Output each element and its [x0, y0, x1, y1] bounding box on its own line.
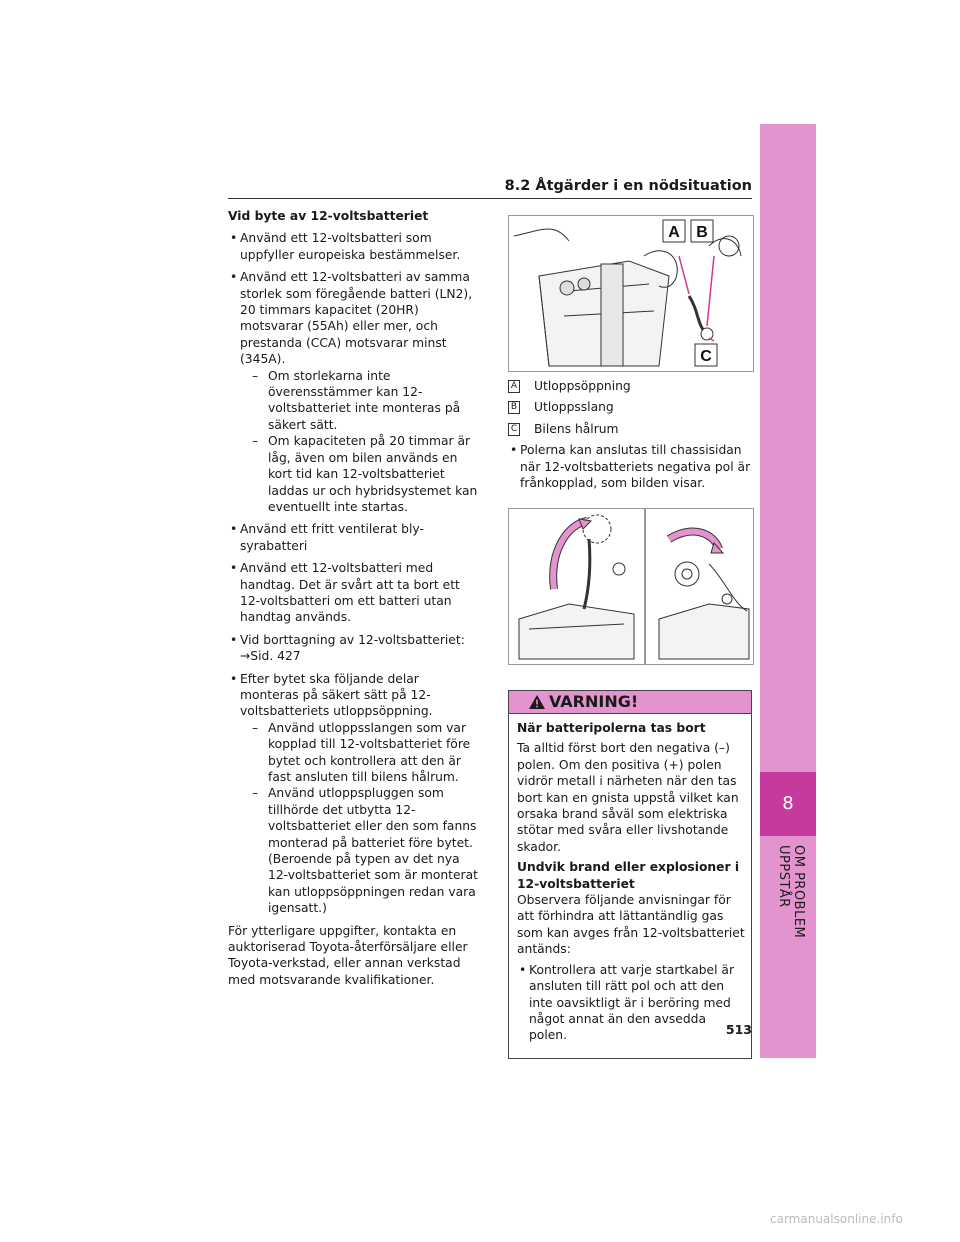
sub-item-text: Använd utloppsslangen som var kopplad till 12-voltsbatteriet före bytet och kontrollera att den är fast ansluten till bilens hålrum. [268, 720, 471, 784]
warning-subheading: När batteripolerna tas bort [517, 721, 706, 735]
header-rule [228, 198, 752, 199]
warning-bullet: • Kontrollera att varje startkabel är ansluten till rätt pol och att den inte oavsiktligt är i beröring med något annat än den avsedda polen. [517, 962, 745, 1044]
sub-item: – Om storlekarna inte överensstämmer kan 12-voltsbatteriet inte monteras på säkert sätt. [252, 368, 461, 432]
bullet-item-page-reference[interactable]: • Vid borttagning av 12-voltsbatteriet: →Sid. 427 [228, 632, 478, 665]
page-number: 513 [725, 1022, 752, 1037]
legend-key: B [508, 401, 520, 414]
sub-item-text: Om kapaciteten på 20 timmar är låg, även om bilen används en kort tid kan 12-voltsbatteriet laddas ur och hybridsystemet kan eventuellt inte startas. [268, 434, 478, 514]
warning-box [508, 690, 752, 1059]
sub-item-text: Om storlekarna inte överensstämmer kan 12-voltsbatteriet inte monteras på säkert sätt. [268, 368, 461, 432]
callout-c: C [700, 348, 712, 365]
section-title: Vid byte av 12-voltsbatteriet [228, 209, 429, 223]
bullet-text: Använd ett 12-voltsbatteri av samma storlek som föregående batteri (LN2), 20 timmars kapacitet (20HR) motsvarar (55Ah) eller mer, och prestanda (CCA) motsvarar minst (345A). [240, 270, 473, 367]
chapter-number: 8 [760, 772, 816, 836]
bullet-item: • Använd ett fritt ventilerat bly-syrabatteri [228, 521, 478, 554]
watermark: carmanualsonline.info [770, 1212, 903, 1226]
bullet-text: Efter bytet ska följande delar monteras på säkert sätt på 12-voltsbatteriets utloppsöppning. [240, 671, 433, 719]
warning-paragraph: Ta alltid först bort den negativa (–) polen. Om den positiva (+) polen vidrör metall i närheten när den tas bort kan en gnista uppstå vilket kan orsaka brand såväl som elektriska stötar med svåra eller livshotande skador. [517, 741, 739, 854]
bullet-item [228, 671, 478, 917]
sub-item: – Om kapaciteten på 20 timmar är låg, även om bilen används en kort tid kan 12-voltsbatteriet laddas ur och hybridsystemet kan eventuellt inte startas. [252, 434, 478, 514]
legend-text: Utloppsöppning [534, 379, 631, 393]
warning-header [509, 691, 751, 714]
battery-outlet-illustration [508, 215, 754, 372]
sub-item-text: Använd utloppspluggen som tillhörde det utbytta 12-voltsbatteriet eller den som fanns monterad på batteriet före bytet. (Beroende på typen av det nya 12-voltsbatteriet som är monterat kan utloppsöppningen redan vara igensatt.) [268, 786, 478, 916]
figure-legend [508, 378, 752, 497]
chassis-bullet: • Polerna kan anslutas till chassisidan när 12-voltsbatteriets negativa pol är frånkopplad, som bilden visar. [508, 442, 752, 491]
warning-subheading: Undvik brand eller explosioner i 12-voltsbatteriet [517, 860, 740, 891]
bullet-item [228, 269, 478, 515]
warning-triangle-icon [529, 695, 545, 709]
bullet-item: • Använd ett 12-voltsbatteri som uppfyller europeiska bestämmelser. [228, 230, 478, 263]
sub-item: – Använd utloppsslangen som var kopplad till 12-voltsbatteriet före bytet och kontrollera att den är fast ansluten till bilens hålrum. [252, 720, 471, 784]
contact-paragraph: För ytterligare uppgifter, kontakta en auktoriserad Toyota-återförsäljare eller Toyota-verkstad, eller annan verkstad med motsvarande kvalifikationer. [228, 923, 468, 987]
legend-key: A [508, 380, 520, 393]
legend-item [508, 399, 752, 415]
sub-item: – Använd utloppspluggen som tillhörde det utbytta 12-voltsbatteriet eller den som fanns monterad på batteriet före bytet. (Beroende på typen av det nya 12-voltsbatteriet som är monterat kan utloppsöppningen redan vara igensatt.) [252, 786, 478, 916]
legend-key: C [508, 423, 520, 436]
callout-a: A [668, 224, 680, 241]
warning-body [509, 714, 751, 1058]
legend-item [508, 421, 752, 437]
chassis-connection-illustration [508, 508, 754, 665]
chapter-label: OM PROBLEM UPPSTÅR [776, 845, 806, 939]
battery-outlet-drawing [509, 216, 753, 371]
callout-b: B [696, 224, 708, 241]
legend-text: Utloppsslang [534, 400, 614, 415]
warning-title: VARNING! [549, 692, 639, 711]
warning-paragraph: Observera följande anvisningar för att förhindra att lättantändlig gas som kan avges från 12-voltsbatteriet antänds: [517, 893, 745, 957]
legend-item [508, 378, 752, 394]
section-header: 8.2 Åtgärder i en nödsituation [504, 178, 752, 194]
legend-text: Bilens hålrum [534, 421, 619, 436]
left-column [228, 208, 478, 988]
bullet-item: • Använd ett 12-voltsbatteri med handtag. Det är svårt att ta bort ett 12-voltsbatteri om ett batteri utan handtag används. [228, 560, 478, 626]
chassis-connection-drawing [509, 509, 753, 664]
